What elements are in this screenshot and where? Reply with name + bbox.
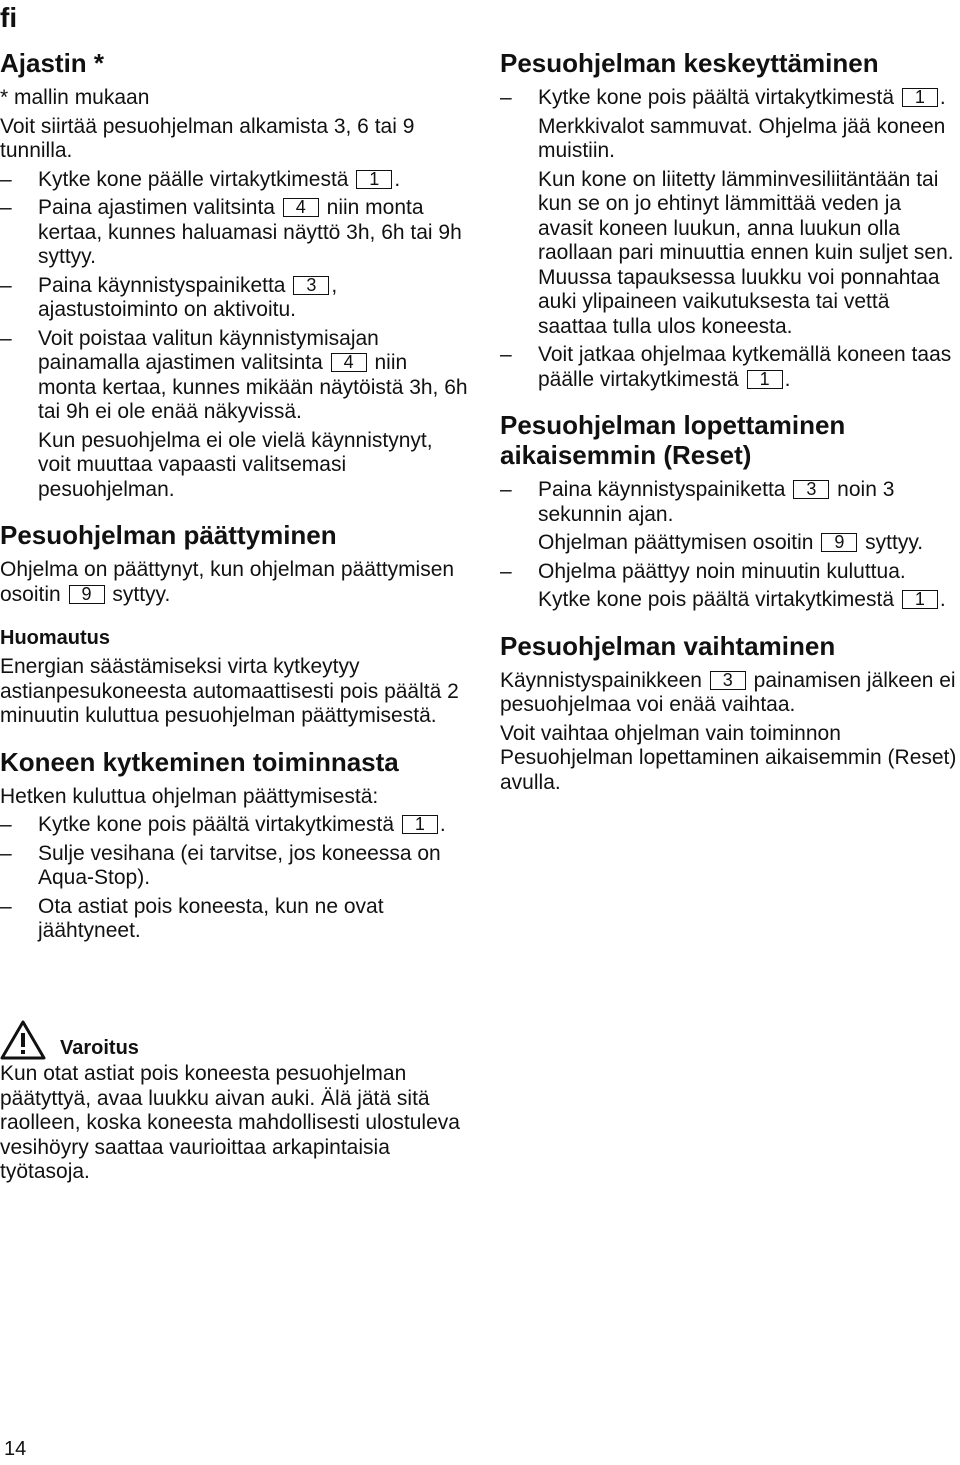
switch-off-section [0,747,470,944]
timer-followup: Kun pesuohjelma ei ole vielä käynnistynyt, voit muuttaa vapaasti valitsemasi pesuohjelman. [38,428,433,501]
note-heading: Huomautus [0,627,110,649]
timer-heading: Ajastin * [0,48,105,78]
key-4-icon: 4 [331,353,367,372]
key-3-icon: 3 [793,480,829,499]
reset-text-1: Ohjelman päättymisen osoitin 9 syttyy. [538,531,924,554]
timer-step-4: – Voit poistaa valitun käynnistymisajan painamalla ajastimen valitsinta 4 niin monta kertaa, kunnes mikään näytöistä 3h, 6h tai 9h ei ole enää näkyvissä. [0,326,468,423]
key-4-icon: 4 [283,198,319,217]
pause-heading: Pesuohjelman keskeyttäminen [500,48,879,78]
key-1-icon: 1 [356,170,392,189]
timer-step-2: – Paina ajastimen valitsinta 4 niin monta kertaa, kunnes haluamasi näyttö 3h, 6h tai 9h syttyy. [0,196,462,268]
pause-text-1: Merkkivalot sammuvat. Ohjelma jää koneen muistiin. [538,114,946,162]
warning-text: Kun otat astiat pois koneesta pesuohjelman päätyttyä, avaa luukku aivan auki. Älä jätä sitä raolleen, koska koneesta mahdollisesti ulostuleva vesihöyry saattaa vaurioittaa arkapintaisia työtasoja. [0,1062,460,1183]
switch-off-heading: Koneen kytkeminen toiminnasta [0,746,399,777]
change-text-1: Käynnistyspainikkeen 3 painamisen jälkeen ei pesuohjelmaa voi enää vaihtaa. [500,668,956,716]
switch-off-intro: Hetken kuluttua ohjelman päättymisestä: [0,784,379,808]
pause-section [500,48,960,392]
pause-step-1: – Kytke kone pois päältä virtakytkimestä 1 . [500,86,946,109]
warning-triangle-icon [0,1020,46,1060]
change-text-2: Voit vaihtaa ohjelman vain toiminnon Pesuohjelman lopettaminen aikaisemmin (Reset) avulla. [500,721,957,794]
end-section [0,520,470,607]
timer-section [0,48,470,502]
timer-footnote: * mallin mukaan [0,86,150,109]
switch-off-step-3: – Ota astiat pois koneesta, kun ne ovat jäähtyneet. [0,894,384,942]
reset-heading: Pesuohjelman lopettaminen aikaisemmin (Reset) [500,410,846,470]
key-1-icon: 1 [402,815,438,834]
change-heading: Pesuohjelman vaihtaminen [500,630,836,661]
note-text: Energian säästämiseksi virta kytkeytyy astianpesukoneesta automaattisesti pois päältä 2 minuutin kuluttua pesuohjelman päättymisestä. [0,655,459,727]
end-heading: Pesuohjelman päättyminen [0,520,337,550]
key-1-icon: 1 [902,88,938,107]
pause-step-2: – Voit jatkaa ohjelmaa kytkemällä koneen taas päälle virtakytkimestä 1 . [500,343,952,391]
switch-off-step-1: – Kytke kone pois päältä virtakytkimestä 1 . [0,813,446,836]
reset-text-2: Kytke kone pois päältä virtakytkimestä 1 . [538,588,946,611]
warning-heading: Varoitus [60,1037,139,1059]
warning-box [0,1020,470,1189]
key-9-icon: 9 [821,533,857,552]
reset-section [500,410,960,613]
right-column [500,48,960,813]
note-section [0,625,470,729]
key-1-icon: 1 [902,590,938,609]
key-3-icon: 3 [293,276,329,295]
left-column [0,48,470,962]
end-text: Ohjelma on päättynyt, kun ohjelman päättymisen osoitin 9 syttyy. [0,558,455,606]
language-code: fi [0,2,18,33]
pause-text-2: Kun kone on liitetty lämminvesiliitäntään tai kun se on jo ehtinyt lämmittää veden ja avasit koneen luukun, anna luukun olla raollaan pari minuuttia ennen kuin suljet sen. Muussa tapauksessa luukku voi ponnahtaa auki ylipaineen vaikutuksesta tai vettä saattaa tulla ulos koneesta. [538,167,954,338]
page-number: 14 [4,1438,27,1460]
key-3-icon: 3 [710,671,746,690]
timer-step-3: – Paina käynnistyspainiketta 3 , ajastustoiminto on aktivoitu. [0,273,338,321]
reset-step-2: – Ohjelma päättyy noin minuutin kuluttua. [500,559,906,583]
change-section [500,631,960,796]
key-1-icon: 1 [747,370,783,389]
key-9-icon: 9 [69,585,105,604]
switch-off-step-2: – Sulje vesihana (ei tarvitse, jos koneessa on Aqua-Stop). [0,841,441,889]
reset-step-1: – Paina käynnistyspainiketta 3 noin 3 sekunnin ajan. [500,478,895,526]
timer-step-1: – Kytke kone päälle virtakytkimestä 1 . [0,167,401,191]
timer-intro: Voit siirtää pesuohjelman alkamista 3, 6 tai 9 tunnilla. [0,114,415,162]
